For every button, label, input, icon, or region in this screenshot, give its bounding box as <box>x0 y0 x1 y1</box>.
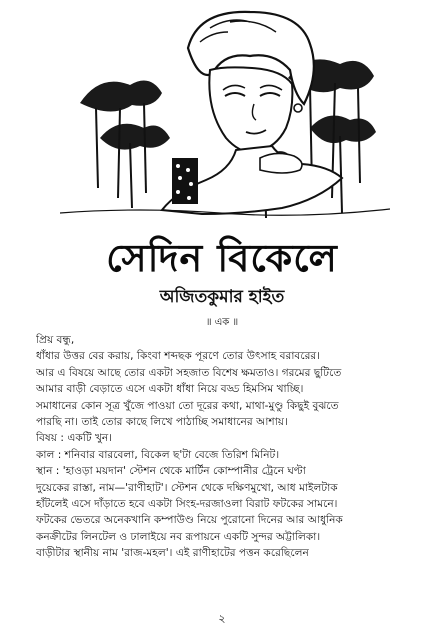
body-text <box>36 332 416 562</box>
text-line: সমাধানের কোন সূত্র খুঁজে পাওয়া তো দূরের কথা, মাথা-মুণ্ডু কিছুই বুঝতে <box>36 399 339 412</box>
author-name: অজিতকুমার হাইত <box>159 287 285 307</box>
text-line: পারছি না। তাই তোর কাছে লিখে পাঠাচ্ছি সমাধানের আশায়। <box>36 416 288 429</box>
text-line: প্রিয় বন্ধু, <box>36 334 75 346</box>
text-line: ফটকের ভেতরে অনেকখানি কম্পাউণ্ড নিয়ে পুরোনো দিনের আর আধুনিক <box>36 514 343 527</box>
text-line: কাল : শনিবার বারবেলা, বিকেল ছ'টা বেজে তিরিশ মিনিট। <box>36 448 280 461</box>
text-line: হাঁটলেই এসে দাঁড়াতে হবে একটা সিংহ-দরজাওলা বিরাট ফটকের সামনে। <box>36 498 338 511</box>
text-line: বাড়ীটার স্থানীয় নাম 'রাজ-মহল'। এই রাণীহাটের পত্তন করেছিলেন <box>36 547 309 560</box>
text-line: দুয়েকের রাস্তা, নাম—'রাণীহাট'। স্টেশন থেকে দক্ষিণমুখো, আধ মাইলটাক <box>36 481 338 494</box>
page-number: ২ <box>218 612 226 625</box>
text-line: আর এ বিষয়ে আছে তোর একটা সহজাত বিশেষ ক্ষমতাও। গরমের ছুটিতে <box>36 366 342 379</box>
text-line: আমার বাড়ী বেড়াতে এসে একটা ধাঁধা নিয়ে বড্ড হিমসিম খাচ্ছি। <box>36 383 304 396</box>
text-line: ধাঁধার উত্তর বের করায়, কিংবা শব্দছক পূরণে তোর উৎসাহ বরাবরের। <box>36 350 321 363</box>
story-illustration <box>60 8 390 230</box>
story-title: সেদিন বিকেলে <box>106 235 338 280</box>
text-line: বিষয় : একটি খুন। <box>36 432 113 445</box>
text-line: কনক্রীটের লিনটেল ও ঢালাইয়ে নব রূপায়নে একটি সুন্দর অট্টালিকা। <box>36 530 321 543</box>
text-line: স্থান : 'হাওড়া ময়দান' স্টেশন থেকে মার্টিন কোম্পানীর ট্রেনে ঘণ্টা <box>36 465 306 478</box>
chapter-heading: ॥ এক ॥ <box>205 317 239 328</box>
